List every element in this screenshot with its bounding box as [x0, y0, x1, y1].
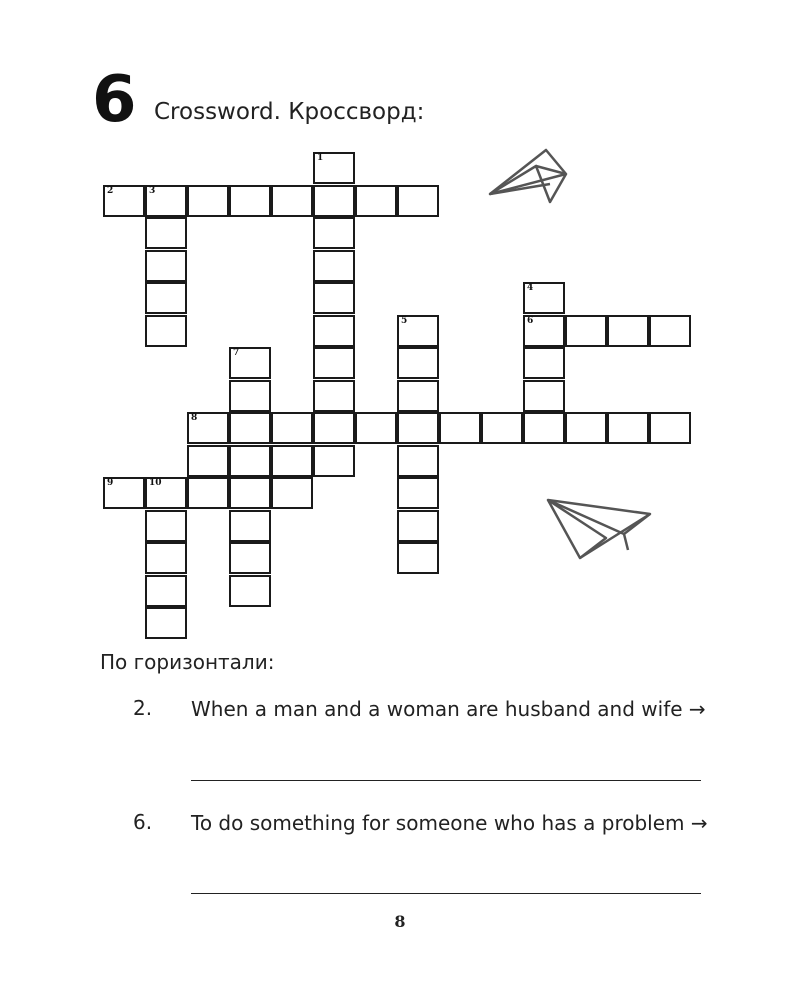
- clue-cell-number: 10: [149, 478, 162, 488]
- crossword-cell[interactable]: [313, 250, 355, 282]
- crossword-cell[interactable]: [397, 412, 439, 444]
- crossword-cell[interactable]: [229, 185, 271, 217]
- crossword-cell[interactable]: [271, 185, 313, 217]
- answer-line: [191, 780, 701, 781]
- crossword-cell[interactable]: [397, 542, 439, 574]
- clue-cell-number: 1: [317, 153, 324, 163]
- crossword-cell[interactable]: [607, 412, 649, 444]
- crossword-cell[interactable]: [145, 575, 187, 607]
- crossword-cell[interactable]: [145, 315, 187, 347]
- exercise-title: Crossword. Кроссворд:: [154, 99, 425, 125]
- crossword-cell[interactable]: [523, 315, 565, 347]
- clue-cell-number: 7: [233, 348, 240, 358]
- crossword-cell[interactable]: [607, 315, 649, 347]
- crossword-cell[interactable]: [145, 282, 187, 314]
- crossword-cell[interactable]: [271, 445, 313, 477]
- clue-cell-number: 5: [401, 316, 408, 326]
- crossword-cell[interactable]: [397, 510, 439, 542]
- clue-cell-number: 6: [527, 316, 534, 326]
- crossword-cell[interactable]: [271, 477, 313, 509]
- paper-plane-icon: [486, 144, 570, 206]
- crossword-cell[interactable]: [649, 315, 691, 347]
- crossword-cell[interactable]: [649, 412, 691, 444]
- crossword-cell[interactable]: [523, 380, 565, 412]
- crossword-cell[interactable]: [145, 185, 187, 217]
- crossword-cell[interactable]: [229, 542, 271, 574]
- answer-line: [191, 893, 701, 894]
- across-heading: По горизонтали:: [100, 650, 275, 674]
- crossword-cell[interactable]: [313, 347, 355, 379]
- crossword-cell[interactable]: [313, 185, 355, 217]
- crossword-cell[interactable]: [313, 412, 355, 444]
- crossword-cell[interactable]: [187, 185, 229, 217]
- crossword-cell[interactable]: [145, 510, 187, 542]
- crossword-cell[interactable]: [229, 445, 271, 477]
- crossword-cell[interactable]: [397, 315, 439, 347]
- paper-plane-icon: [544, 494, 656, 562]
- clue-cell-number: 2: [107, 186, 114, 196]
- crossword-cell[interactable]: [103, 477, 145, 509]
- crossword-cell[interactable]: [397, 347, 439, 379]
- crossword-cell[interactable]: [397, 185, 439, 217]
- crossword-cell[interactable]: [145, 217, 187, 249]
- crossword-cell[interactable]: [397, 477, 439, 509]
- crossword-cell[interactable]: [481, 412, 523, 444]
- crossword-cell[interactable]: [187, 477, 229, 509]
- crossword-cell[interactable]: [313, 152, 355, 184]
- crossword-cell[interactable]: [313, 445, 355, 477]
- crossword-cell[interactable]: [145, 250, 187, 282]
- crossword-cell[interactable]: [145, 542, 187, 574]
- clue-text: To do something for someone who has a problem →: [191, 811, 708, 835]
- clue-number: 6.: [133, 810, 153, 834]
- clue-cell-number: 3: [149, 186, 156, 196]
- crossword-cell[interactable]: [145, 607, 187, 639]
- crossword-cell[interactable]: [313, 380, 355, 412]
- crossword-cell[interactable]: [397, 380, 439, 412]
- crossword-cell[interactable]: [523, 347, 565, 379]
- crossword-cell[interactable]: [355, 412, 397, 444]
- clue-number: 2.: [133, 696, 153, 720]
- crossword-cell[interactable]: [313, 315, 355, 347]
- crossword-cell[interactable]: [103, 185, 145, 217]
- crossword-cell[interactable]: [397, 445, 439, 477]
- clue-cell-number: 4: [527, 283, 534, 293]
- page-number: 8: [394, 912, 406, 931]
- crossword-cell[interactable]: [355, 185, 397, 217]
- clue-cell-number: 8: [191, 413, 198, 423]
- clue-text: When a man and a woman are husband and wife →: [191, 697, 706, 721]
- crossword-cell[interactable]: [565, 412, 607, 444]
- crossword-cell[interactable]: [187, 412, 229, 444]
- crossword-cell[interactable]: [187, 445, 229, 477]
- crossword-cell[interactable]: [229, 380, 271, 412]
- exercise-number: 6: [92, 63, 137, 137]
- crossword-cell[interactable]: [565, 315, 607, 347]
- clue-cell-number: 9: [107, 478, 114, 488]
- crossword-cell[interactable]: [439, 412, 481, 444]
- crossword-cell[interactable]: [271, 412, 313, 444]
- crossword-cell[interactable]: [229, 347, 271, 379]
- crossword-cell[interactable]: [229, 575, 271, 607]
- crossword-cell[interactable]: [145, 477, 187, 509]
- crossword-cell[interactable]: [523, 282, 565, 314]
- crossword-cell[interactable]: [229, 412, 271, 444]
- crossword-cell[interactable]: [229, 477, 271, 509]
- crossword-cell[interactable]: [229, 510, 271, 542]
- crossword-cell[interactable]: [313, 282, 355, 314]
- crossword-cell[interactable]: [313, 217, 355, 249]
- crossword-cell[interactable]: [523, 412, 565, 444]
